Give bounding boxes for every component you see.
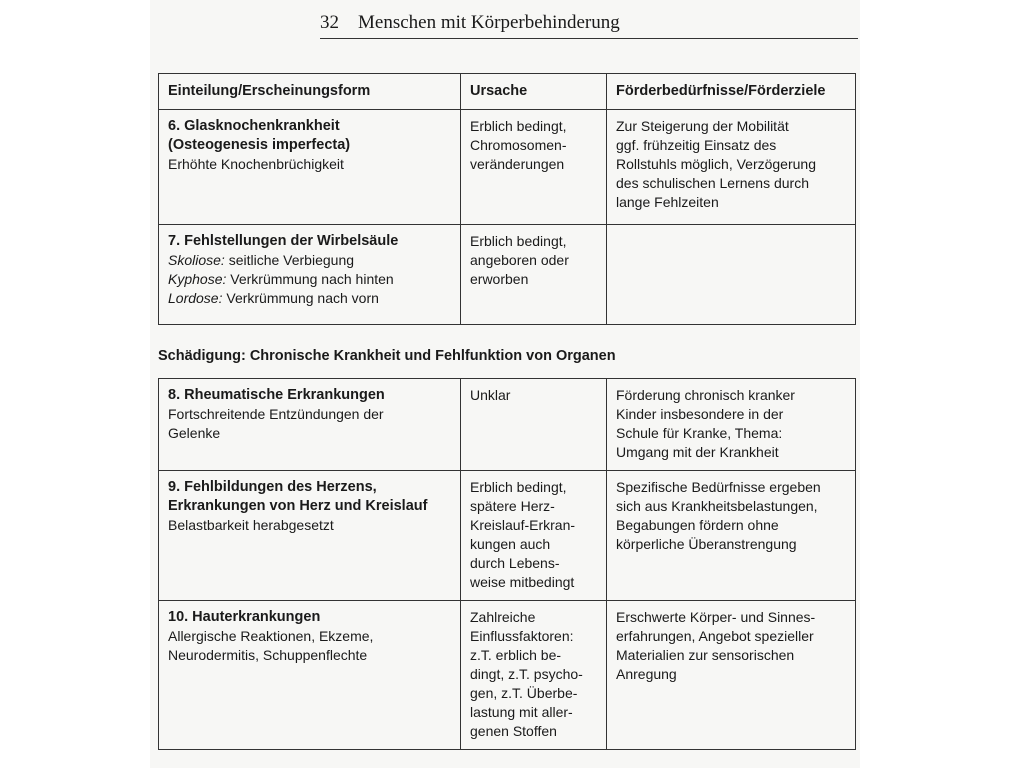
classification-cell <box>159 379 461 471</box>
cause-line: Einflussfaktoren: <box>470 628 574 644</box>
cause-line: erworben <box>470 271 529 287</box>
cause-cell <box>461 471 607 601</box>
cause-cell <box>461 379 607 471</box>
cause-line: genen Stoffen <box>470 723 557 739</box>
cause-line: lastung mit aller- <box>470 704 573 720</box>
definition-text: Verkrümmung nach hinten <box>226 271 394 287</box>
column-header-classification: Einteilung/Erscheinungsform <box>159 74 461 110</box>
cause-line: Erblich bedingt, <box>470 479 567 495</box>
table-row <box>159 471 856 601</box>
running-head-title: Menschen mit Körperbehinderung <box>358 12 620 33</box>
goal-line: Erschwerte Körper- und Sinnes- <box>616 609 816 625</box>
goal-line: Spezifische Bedürfnisse ergeben <box>616 479 821 495</box>
goal-line: Zur Steigerung der Mobilität <box>616 118 789 134</box>
condition-heading-line: 8. Rheumatische Erkrankungen <box>168 387 385 403</box>
classification-table-1 <box>158 73 856 325</box>
goal-line: körperliche Überanstrengung <box>616 536 797 552</box>
definition-term: Skoliose: <box>168 252 225 268</box>
condition-heading-line: 6. Glasknochenkrankheit <box>168 118 340 134</box>
definition-line <box>168 270 452 289</box>
goal-line: Anregung <box>616 666 677 682</box>
condition-detail-line: Neurodermitis, Schuppenflechte <box>168 647 368 663</box>
cause-line: z.T. erblich be- <box>470 647 562 663</box>
cause-line: veränderungen <box>470 156 565 172</box>
goal-line: Begabungen fördern ohne <box>616 517 779 533</box>
condition-detail-line: Belastbarkeit herabgesetzt <box>168 517 334 533</box>
definition-term: Lordose: <box>168 290 223 306</box>
cause-line: Erblich bedingt, <box>470 233 567 249</box>
goal-line: ggf. frühzeitig Einsatz des <box>616 137 777 153</box>
goal-line: Förderung chronisch kranker <box>616 387 795 403</box>
goals-cell <box>607 110 856 225</box>
table-row <box>159 379 856 471</box>
condition-heading-line: Erkrankungen von Herz und Kreislauf <box>168 498 428 514</box>
goals-cell <box>607 601 856 750</box>
table-row <box>159 110 856 225</box>
classification-cell <box>159 471 461 601</box>
definition-line <box>168 289 452 308</box>
cause-line: spätere Herz- <box>470 498 555 514</box>
cause-line: kungen auch <box>470 536 551 552</box>
cause-line: weise mitbedingt <box>470 574 575 590</box>
cause-cell <box>461 601 607 750</box>
table-row <box>159 225 856 325</box>
table1-body <box>159 110 856 325</box>
cause-cell <box>461 225 607 325</box>
goal-line: Kinder insbesondere in der <box>616 406 784 422</box>
goal-line: erfahrungen, Angebot spezieller <box>616 628 814 644</box>
cause-line: dingt, z.T. psycho- <box>470 666 583 682</box>
column-header-cause: Ursache <box>461 74 607 110</box>
condition-detail-line: Gelenke <box>168 425 221 441</box>
table2-body <box>159 379 856 750</box>
cause-line: Chromosomen- <box>470 137 567 153</box>
definition-text: seitliche Verbiegung <box>224 252 355 268</box>
goals-cell <box>607 379 856 471</box>
cause-cell <box>461 110 607 225</box>
cause-line: Erblich bedingt, <box>470 118 567 134</box>
section-heading: Schädigung: Chronische Krankheit und Fehlfunktion von Organen <box>158 348 616 364</box>
cause-line: angeboren oder <box>470 252 569 268</box>
cause-line: durch Lebens- <box>470 555 560 571</box>
goal-line: lange Fehlzeiten <box>616 194 719 210</box>
condition-detail-line: Erhöhte Knochenbrüchigkeit <box>168 156 344 172</box>
definition-line <box>168 251 452 270</box>
definition-term: Kyphose: <box>168 271 227 287</box>
cause-line: gen, z.T. Überbe- <box>470 685 578 701</box>
cause-line: Zahlreiche <box>470 609 536 625</box>
cause-line: Unklar <box>470 387 511 403</box>
classification-cell <box>159 110 461 225</box>
running-head <box>320 10 858 39</box>
goals-cell <box>607 225 856 325</box>
goal-line: Schule für Kranke, Thema: <box>616 425 783 441</box>
classification-table-2 <box>158 378 856 750</box>
goal-line: Materialien zur sensorischen <box>616 647 795 663</box>
goals-cell <box>607 471 856 601</box>
table-header-row <box>159 74 856 110</box>
goal-line: Umgang mit der Krankheit <box>616 444 779 460</box>
cause-line: Kreislauf-Erkran- <box>470 517 576 533</box>
classification-cell <box>159 601 461 750</box>
column-header-goals: Förderbedürfnisse/Förderziele <box>607 74 856 110</box>
goal-line: sich aus Krankheitsbelastungen, <box>616 498 818 514</box>
table-row <box>159 601 856 750</box>
condition-detail-line: Fortschreitende Entzündungen der <box>168 406 384 422</box>
classification-cell <box>159 225 461 325</box>
goal-line: Rollstuhls möglich, Verzögerung <box>616 156 816 172</box>
definition-text: Verkrümmung nach vorn <box>222 290 379 306</box>
condition-heading-line: 9. Fehlbildungen des Herzens, <box>168 479 377 495</box>
condition-detail-line: Allergische Reaktionen, Ekzeme, <box>168 628 374 644</box>
condition-heading-line: (Osteogenesis imperfecta) <box>168 137 351 153</box>
goal-line: des schulischen Lernens durch <box>616 175 810 191</box>
page-number: 32 <box>320 12 339 33</box>
condition-heading-line: 10. Hauterkrankungen <box>168 609 321 625</box>
condition-heading-line: 7. Fehlstellungen der Wirbelsäule <box>168 233 399 249</box>
